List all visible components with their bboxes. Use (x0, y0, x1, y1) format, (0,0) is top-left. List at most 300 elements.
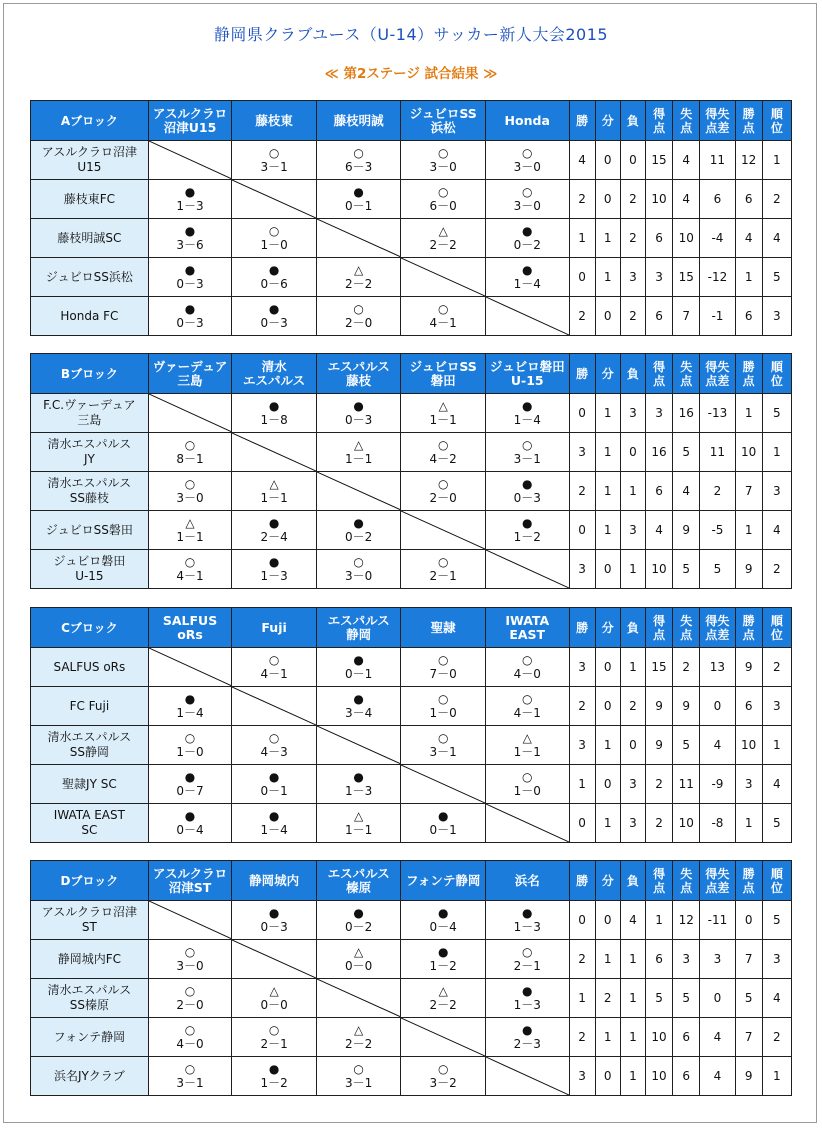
match-score: 4－1 (260, 666, 288, 681)
team-name: ジュビロSS磐田 (31, 511, 149, 550)
stat-column-header: 勝 (569, 354, 595, 394)
self-match-cell (232, 180, 317, 219)
match-result-cell (148, 1057, 232, 1096)
stat-value: 1 (620, 940, 645, 979)
stat-value: 4 (620, 901, 645, 940)
match-score: 4－3 (260, 744, 288, 759)
match-result-cell (148, 180, 232, 219)
table-row (31, 1057, 792, 1096)
win-mark: ○ (184, 983, 196, 998)
match-score: 1－1 (176, 529, 204, 544)
table-row (31, 726, 792, 765)
stat-value: 5 (673, 433, 700, 472)
match-result-cell (148, 765, 232, 804)
stat-value: 2 (762, 1018, 791, 1057)
match-result-cell (316, 1018, 401, 1057)
match-score: 3－0 (513, 159, 541, 174)
opponent-column-header: SALFUS oRs (148, 608, 232, 648)
win-mark: ○ (353, 1061, 364, 1076)
self-match-cell (485, 804, 569, 843)
table-row (31, 940, 792, 979)
match-result-cell (485, 765, 569, 804)
opponent-column-header: Honda (485, 101, 569, 141)
opponent-column-header: IWATA EAST (485, 608, 569, 648)
table-row (31, 550, 792, 589)
stat-value: 3 (762, 297, 791, 336)
win-mark: ○ (437, 437, 449, 452)
loss-mark: ● (353, 769, 364, 784)
stat-value: 4 (700, 1057, 735, 1096)
match-result-cell (232, 219, 317, 258)
stat-column-header: 勝 点 (735, 861, 762, 901)
stat-value: 9 (645, 726, 672, 765)
loss-mark: ● (521, 515, 533, 530)
match-result-cell (485, 726, 569, 765)
team-name: 聖隷JY SC (31, 765, 149, 804)
match-result-cell (401, 394, 486, 433)
match-score: 1－1 (513, 744, 541, 759)
stat-value: 1 (569, 765, 595, 804)
stat-value: 2 (645, 765, 672, 804)
stat-column-header: 分 (595, 861, 620, 901)
match-score: 2－2 (344, 1036, 373, 1051)
match-score: 2－1 (429, 568, 457, 583)
stat-value: -1 (700, 297, 735, 336)
stat-value: -5 (700, 511, 735, 550)
stat-value: 5 (673, 726, 700, 765)
stat-value: 2 (569, 297, 595, 336)
stat-value: 1 (735, 511, 762, 550)
match-score: 0－2 (513, 237, 541, 252)
stat-column-header: 順 位 (762, 608, 791, 648)
opponent-column-header: ヴァーデュア 三島 (148, 354, 232, 394)
stat-value: 2 (620, 687, 645, 726)
match-result-cell (401, 687, 486, 726)
match-score: 1－3 (260, 568, 288, 583)
match-score: 0－4 (176, 822, 204, 837)
win-mark: ○ (521, 652, 533, 667)
match-score: 1－4 (513, 412, 541, 427)
win-mark: ○ (521, 691, 533, 706)
loss-mark: ● (437, 944, 449, 959)
stat-column-header: 勝 (569, 608, 595, 648)
loss-mark: ● (268, 515, 280, 530)
stat-value: 0 (700, 979, 735, 1018)
match-result-cell (401, 901, 486, 940)
match-result-cell (148, 219, 232, 258)
table-row (31, 180, 792, 219)
match-score: 3－4 (344, 705, 373, 720)
stat-column-header: 得失 点差 (700, 354, 735, 394)
draw-mark: △ (354, 437, 364, 452)
stat-value: 6 (673, 1057, 700, 1096)
match-result-cell (316, 940, 401, 979)
match-score: 4－2 (429, 451, 457, 466)
draw-mark: △ (185, 515, 195, 530)
match-score: 1－2 (429, 958, 457, 973)
stat-column-header: 分 (595, 101, 620, 141)
stat-value: 4 (700, 726, 735, 765)
opponent-column-header: フォンテ静岡 (401, 861, 486, 901)
loss-mark: ● (353, 652, 364, 667)
stat-value: 0 (595, 901, 620, 940)
match-result-cell (316, 258, 401, 297)
table-row (31, 394, 792, 433)
block-header-row (31, 101, 792, 141)
win-mark: ○ (437, 652, 449, 667)
stat-value: 6 (645, 219, 672, 258)
win-mark: ○ (268, 145, 280, 160)
team-name: ジュビロ磐田 U-15 (31, 550, 149, 589)
table-row (31, 297, 792, 336)
loss-mark: ● (268, 398, 280, 413)
table-row (31, 219, 792, 258)
stat-value: 5 (700, 550, 735, 589)
match-result-cell (232, 726, 317, 765)
stat-value: 10 (645, 1057, 672, 1096)
stat-value: 0 (595, 687, 620, 726)
stat-value: 1 (735, 394, 762, 433)
stat-value: 0 (595, 141, 620, 180)
stat-value: 7 (735, 940, 762, 979)
table-row (31, 901, 792, 940)
win-mark: ○ (184, 944, 196, 959)
loss-mark: ● (268, 769, 280, 784)
stat-value: 2 (569, 472, 595, 511)
win-mark: ○ (184, 476, 196, 491)
draw-mark: △ (438, 983, 448, 998)
team-name: 静岡城内FC (31, 940, 149, 979)
match-result-cell (316, 1057, 401, 1096)
match-score: 0－3 (176, 315, 204, 330)
stat-value: 4 (673, 472, 700, 511)
stat-value: 1 (595, 1018, 620, 1057)
stat-column-header: 勝 点 (735, 608, 762, 648)
match-result-cell (316, 394, 401, 433)
stat-value: 1 (569, 979, 595, 1018)
stat-value: 2 (762, 648, 791, 687)
stat-value: 3 (620, 511, 645, 550)
stat-value: 11 (700, 141, 735, 180)
stat-value: 5 (762, 258, 791, 297)
stat-column-header: 順 位 (762, 861, 791, 901)
stat-value: 1 (595, 433, 620, 472)
stat-column-header: 分 (595, 354, 620, 394)
opponent-column-header: エスパルス 榛原 (316, 861, 401, 901)
match-score: 1－3 (513, 997, 541, 1012)
match-score: 1－8 (260, 412, 288, 427)
match-score: 1－4 (260, 822, 288, 837)
stat-value: 1 (620, 1057, 645, 1096)
stat-column-header: 得 点 (645, 861, 672, 901)
stat-value: 1 (762, 433, 791, 472)
match-result-cell (401, 141, 486, 180)
match-result-cell (401, 297, 486, 336)
table-row (31, 511, 792, 550)
stat-value: 0 (595, 648, 620, 687)
loss-mark: ● (268, 262, 280, 277)
stat-value: 1 (595, 219, 620, 258)
match-result-cell (232, 394, 317, 433)
match-result-cell (148, 804, 232, 843)
match-result-cell (485, 979, 569, 1018)
table-row (31, 765, 792, 804)
match-result-cell (232, 804, 317, 843)
stat-value: 1 (595, 258, 620, 297)
stat-value: 0 (700, 687, 735, 726)
match-score: 1－0 (260, 237, 288, 252)
loss-mark: ● (353, 515, 364, 530)
loss-mark: ● (521, 262, 533, 277)
stat-value: -9 (700, 765, 735, 804)
stat-value: 1 (595, 511, 620, 550)
stat-value: 10 (645, 1018, 672, 1057)
match-score: 0－1 (344, 666, 373, 681)
self-match-cell (485, 550, 569, 589)
stat-value: 10 (673, 219, 700, 258)
stat-value: 5 (673, 550, 700, 589)
team-name: IWATA EAST SC (31, 804, 149, 843)
stat-value: 10 (673, 804, 700, 843)
stat-value: 10 (645, 180, 672, 219)
loss-mark: ● (184, 301, 196, 316)
stat-value: 3 (673, 940, 700, 979)
match-score: 0－2 (344, 919, 373, 934)
table-row (31, 258, 792, 297)
team-name: SALFUS oRs (31, 648, 149, 687)
stat-value: 3 (569, 648, 595, 687)
match-result-cell (401, 219, 486, 258)
match-result-cell (148, 472, 232, 511)
match-score: 0－1 (429, 822, 457, 837)
win-mark: ○ (268, 652, 280, 667)
self-match-cell (316, 726, 401, 765)
match-score: 6－3 (344, 159, 373, 174)
stat-column-header: 負 (620, 608, 645, 648)
match-result-cell (316, 550, 401, 589)
stat-column-header: 失 点 (673, 101, 700, 141)
stat-value: 16 (673, 394, 700, 433)
match-result-cell (401, 726, 486, 765)
match-result-cell (232, 901, 317, 940)
team-name: FC Fuji (31, 687, 149, 726)
stat-value: 3 (620, 765, 645, 804)
team-name: 浜名JYクラブ (31, 1057, 149, 1096)
match-score: 3－1 (176, 1075, 204, 1090)
match-result-cell (316, 687, 401, 726)
match-result-cell (148, 297, 232, 336)
match-score: 3－0 (513, 198, 541, 213)
match-score: 2－0 (344, 315, 373, 330)
match-score: 2－4 (260, 529, 288, 544)
team-name: アスルクラロ沼津 U15 (31, 141, 149, 180)
match-score: 3－1 (344, 1075, 373, 1090)
match-score: 2－1 (513, 958, 541, 973)
loss-mark: ● (268, 808, 280, 823)
match-score: 3－1 (260, 159, 288, 174)
match-score: 1－3 (513, 919, 541, 934)
stat-value: 2 (762, 180, 791, 219)
match-score: 0－3 (260, 919, 288, 934)
win-mark: ○ (437, 554, 449, 569)
match-score: 2－0 (429, 490, 457, 505)
loss-mark: ● (353, 691, 364, 706)
stat-value: 9 (673, 687, 700, 726)
match-result-cell (485, 433, 569, 472)
draw-mark: △ (354, 944, 364, 959)
opponent-column-header: 藤枝明誠 (316, 101, 401, 141)
match-result-cell (485, 141, 569, 180)
stat-value: 1 (735, 804, 762, 843)
match-score: 3－1 (429, 744, 457, 759)
stat-value: 12 (673, 901, 700, 940)
loss-mark: ● (521, 223, 533, 238)
stat-value: 0 (595, 297, 620, 336)
match-result-cell (148, 979, 232, 1018)
stat-value: 15 (645, 141, 672, 180)
stat-value: 9 (735, 648, 762, 687)
stat-value: 3 (762, 687, 791, 726)
win-mark: ○ (437, 184, 449, 199)
match-result-cell (401, 180, 486, 219)
match-result-cell (316, 180, 401, 219)
opponent-column-header: 静岡城内 (232, 861, 317, 901)
match-result-cell (485, 180, 569, 219)
match-score: 2－3 (513, 1036, 541, 1051)
match-score: 3－1 (513, 451, 541, 466)
match-result-cell (316, 648, 401, 687)
match-score: 1－1 (344, 822, 373, 837)
match-score: 0－2 (344, 529, 373, 544)
match-result-cell (232, 979, 317, 1018)
stat-value: 6 (735, 687, 762, 726)
match-score: 2－2 (429, 237, 457, 252)
win-mark: ○ (437, 1061, 449, 1076)
table-row (31, 1018, 792, 1057)
opponent-column-header: 清水 エスパルス (232, 354, 317, 394)
match-result-cell (316, 141, 401, 180)
win-mark: ○ (521, 184, 533, 199)
match-result-cell (148, 687, 232, 726)
loss-mark: ● (437, 905, 449, 920)
stat-value: 0 (620, 726, 645, 765)
stat-value: 0 (569, 511, 595, 550)
win-mark: ○ (184, 730, 196, 745)
stat-value: 4 (735, 219, 762, 258)
stat-value: 0 (595, 1057, 620, 1096)
draw-mark: △ (269, 983, 279, 998)
win-mark: ○ (353, 554, 364, 569)
stat-value: 1 (595, 394, 620, 433)
stat-value: 4 (762, 765, 791, 804)
stat-value: -13 (700, 394, 735, 433)
team-name: 清水エスパルス SS榛原 (31, 979, 149, 1018)
match-result-cell (401, 472, 486, 511)
match-score: 1－2 (513, 529, 541, 544)
stat-value: 2 (569, 687, 595, 726)
stat-value: 2 (620, 297, 645, 336)
self-match-cell (232, 687, 317, 726)
match-result-cell (148, 433, 232, 472)
stat-value: 0 (569, 258, 595, 297)
win-mark: ○ (268, 730, 280, 745)
match-score: 4－0 (176, 1036, 204, 1051)
opponent-column-header: ジュビロSS 浜松 (401, 101, 486, 141)
stat-column-header: 得 点 (645, 608, 672, 648)
match-score: 1－1 (429, 412, 457, 427)
win-mark: ○ (521, 437, 533, 452)
opponent-column-header: アスルクラロ 沼津ST (148, 861, 232, 901)
stat-value: 5 (762, 804, 791, 843)
stat-value: 0 (569, 901, 595, 940)
stat-value: 4 (569, 141, 595, 180)
stat-value: 9 (735, 1057, 762, 1096)
match-result-cell (232, 258, 317, 297)
self-match-cell (401, 1018, 486, 1057)
team-name: 藤枝明誠SC (31, 219, 149, 258)
loss-mark: ● (184, 691, 196, 706)
match-score: 3－0 (176, 958, 204, 973)
table-row (31, 687, 792, 726)
page-subtitle: ≪ 第2ステージ 試合結果 ≫ (324, 66, 498, 82)
loss-mark: ● (521, 1022, 533, 1037)
stat-value: 0 (595, 550, 620, 589)
stat-value: 2 (620, 219, 645, 258)
table-row (31, 979, 792, 1018)
loss-mark: ● (521, 905, 533, 920)
opponent-column-header: ジュビロ磐田 U-15 (485, 354, 569, 394)
self-match-cell (232, 940, 317, 979)
stat-value: 11 (673, 765, 700, 804)
stat-value: 1 (762, 1057, 791, 1096)
match-result-cell (401, 1057, 486, 1096)
win-mark: ○ (353, 145, 364, 160)
stat-value: 3 (620, 804, 645, 843)
win-mark: ○ (521, 145, 533, 160)
team-name: 清水エスパルス SS藤枝 (31, 472, 149, 511)
match-result-cell (401, 979, 486, 1018)
opponent-column-header: エスパルス 藤枝 (316, 354, 401, 394)
stat-value: 4 (762, 511, 791, 550)
win-mark: ○ (268, 223, 280, 238)
match-result-cell (232, 1057, 317, 1096)
stat-column-header: 負 (620, 101, 645, 141)
stat-value: 5 (673, 979, 700, 1018)
stat-value: 0 (595, 765, 620, 804)
team-name: アスルクラロ沼津 ST (31, 901, 149, 940)
self-match-cell (232, 433, 317, 472)
stat-value: 1 (620, 648, 645, 687)
stat-value: 2 (762, 550, 791, 589)
match-result-cell (232, 1018, 317, 1057)
stat-value: 0 (595, 180, 620, 219)
match-score: 0－6 (260, 276, 288, 291)
stat-value: 2 (595, 979, 620, 1018)
stat-value: 6 (700, 180, 735, 219)
match-result-cell (316, 765, 401, 804)
stat-value: 1 (595, 472, 620, 511)
match-result-cell (401, 648, 486, 687)
match-result-cell (485, 1018, 569, 1057)
win-mark: ○ (437, 476, 449, 491)
stat-value: 0 (620, 141, 645, 180)
stat-value: 13 (700, 648, 735, 687)
draw-mark: △ (438, 223, 448, 238)
loss-mark: ● (268, 1061, 280, 1076)
stat-value: 5 (645, 979, 672, 1018)
stat-value: 2 (645, 804, 672, 843)
loss-mark: ● (521, 476, 533, 491)
